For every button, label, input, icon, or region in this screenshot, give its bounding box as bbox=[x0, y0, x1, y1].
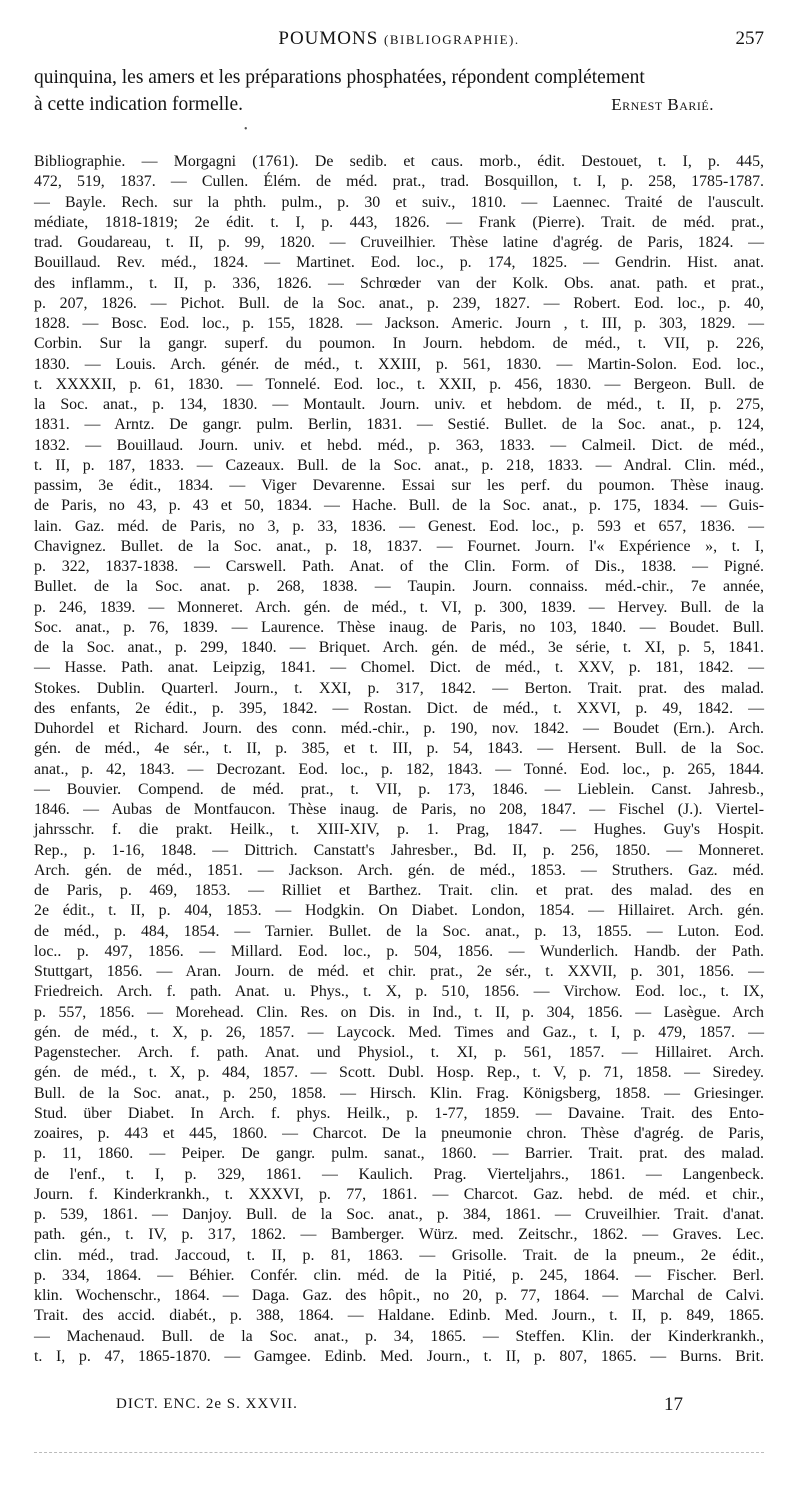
bibliography-line: — Bouvier. Compend. de méd. prat., t. VII, p. 173, 1846. — Lieblein. Canst. Jahresb., bbox=[34, 780, 764, 798]
bibliography-line: Arch. gén. de méd., 1851. — Jackson. Arch. gén. de méd., 1853. — Struthers. Gaz. méd. bbox=[34, 861, 764, 879]
bibliography-line: gén. de méd., t. X, p. 484, 1857. — Scott. Dubl. Hosp. Rep., t. V, p. 71, 1858. — Siredey. bbox=[34, 1064, 764, 1082]
bibliography-line: de l'enf., t. I, p. 329, 1861. — Kaulich. Prag. Vierteljahrs., 1861. — Langenbeck. bbox=[34, 1165, 764, 1183]
bibliography-line: — Machenaud. Bull. de la Soc. anat., p. 34, 1865. — Steffen. Klin. der Kinderkrankh., bbox=[34, 1327, 764, 1345]
bibliography-line: de la Soc. anat., p. 299, 1840. — Briquet. Arch. gén. de méd., 3e série, t. XI, p. 5, 1841. bbox=[34, 639, 764, 656]
bibliography-line: 1832. — Bouillaud. Journ. univ. et hebd. méd., p. 363, 1833. — Calmeil. Dict. de méd., bbox=[34, 436, 764, 454]
bibliography-line: p. 322, 1837-1838. — Carswell. Path. Anat. of the Clin. Form. of Dis., 1838. — Pigné. bbox=[34, 558, 764, 575]
page-header bbox=[34, 28, 764, 54]
bibliography-line: des inflamm., t. II, p. 336, 1826. — Schrœder van der Kolk. Obs. anat. path. et prat., bbox=[34, 274, 764, 292]
bibliography-line: Stud. über Diabet. In Arch. f. phys. Heilk., p. 1-77, 1859. — Davaine. Trait. des Ento- bbox=[34, 1104, 764, 1122]
bibliography-line: — Hasse. Path. anat. Leipzig, 1841. — Chomel. Dict. de méd., t. XXV, p. 181, 1842. — bbox=[34, 659, 764, 677]
separator-dot: • bbox=[244, 124, 248, 135]
bibliography-line: Stuttgart, 1856. — Aran. Journ. de méd. et chir. prat., 2e sér., t. XXVII, p. 301, 1856. — bbox=[34, 963, 764, 980]
bibliography-line: passim, 3e édit., 1834. — Viger Devarenne. Essai sur les perf. du poumon. Thèse inaug. bbox=[34, 477, 764, 494]
bibliography-line: médiate, 1818-1819; 2e édit. t. I, p. 443, 1826. — Frank (Pierre). Trait. de méd. prat., bbox=[34, 213, 764, 231]
bibliography-line: Friedreich. Arch. f. path. Anat. u. Phys., t. X, p. 510, 1856. — Virchow. Eod. loc., t. IX, bbox=[34, 983, 764, 1001]
bibliography-line: gén. de méd., 4e sér., t. II, p. 385, et t. III, p. 54, 1843. — Hersent. Bull. de la Soc. bbox=[34, 740, 764, 758]
bibliography-line: p. 11, 1860. — Peiper. De gangr. pulm. sanat., 1860. — Barrier. Trait. prat. des malad. bbox=[34, 1145, 764, 1163]
bibliography-line: t. II, p. 187, 1833. — Cazeaux. Bull. de la Soc. anat., p. 218, 1833. — Andral. Clin. méd., bbox=[34, 456, 764, 474]
bibliography-line: t. XXXXII, p. 61, 1830. — Tonnelé. Eod. loc., t. XXII, p. 456, 1830. — Bergeon. Bull. de bbox=[34, 375, 764, 393]
bibliography-line: trad. Goudareau, t. II, p. 99, 1820. — Cruveilhier. Thèse latine d'agrég. de Paris, 1824. — bbox=[34, 234, 764, 251]
bibliography-line: Trait. des accid. diabét., p. 388, 1864. — Haldane. Edinb. Med. Journ., t. II, p. 849, 1865. bbox=[34, 1307, 764, 1325]
intro-line-2: à cette indication formelle. bbox=[34, 94, 243, 115]
bibliography-line: Bibliographie. — Morgagni (1761). De sedib. et caus. morb., édit. Destouet, t. I, p. 445, bbox=[34, 153, 764, 170]
bibliography-line: p. 334, 1864. — Béhier. Confér. clin. méd. de la Pitié, p. 245, 1864. — Fischer. Berl. bbox=[34, 1266, 764, 1284]
bibliography-line: p. 207, 1826. — Pichot. Bull. de la Soc. anat., p. 239, 1827. — Robert. Eod. loc., p. 40, bbox=[34, 294, 764, 312]
signature-mark: DICT. ENC. 2e S. XXVII. bbox=[116, 1396, 298, 1412]
running-title bbox=[34, 28, 764, 50]
bibliography-line: zoaires, p. 443 et 445, 1860. — Charcot. De la pneumonie chron. Thèse d'agrég. de Paris, bbox=[34, 1125, 764, 1142]
bibliography-line: Soc. anat., p. 76, 1839. — Laurence. Thèse inaug. de Paris, no 103, 1840. — Boudet. Bull. bbox=[34, 618, 764, 636]
bibliography-line: Chavignez. Bullet. de la Soc. anat., p. 18, 1837. — Fournet. Journ. l'« Expérience », t. I, bbox=[34, 537, 764, 555]
bibliography-line: 1846. — Aubas de Montfaucon. Thèse inaug. de Paris, no 208, 1847. — Fischel (J.). Viertel- bbox=[34, 801, 764, 818]
sheet-number: 17 bbox=[664, 1394, 683, 1415]
bibliography-line: p. 557, 1856. — Morehead. Clin. Res. on Dis. in Ind., t. II, p. 304, 1856. — Lasègue. Arch bbox=[34, 1003, 764, 1021]
intro-line-1: quinquina, les amers et les préparations phosphatées, répondent complétement bbox=[34, 67, 645, 88]
bibliography-line: de Paris, no 43, p. 43 et 50, 1834. — Hache. Bull. de la Soc. anat., p. 175, 1834. — Guis- bbox=[34, 497, 764, 515]
bibliography-line: Bullet. de la Soc. anat. p. 268, 1838. — Taupin. Journ. connaiss. méd.-chir., 7e année, bbox=[34, 578, 764, 596]
bibliography-line: 1828. — Bosc. Eod. loc., p. 155, 1828. — Jackson. Americ. Journ , t. III, p. 303, 1829. — bbox=[34, 315, 764, 332]
intro-paragraph bbox=[34, 64, 764, 118]
bibliography-line: des enfants, 2e édit., p. 395, 1842. — Rostan. Dict. de méd., t. XXVI, p. 49, 1842. — bbox=[34, 699, 764, 717]
bibliography-line: p. 539, 1861. — Danjoy. Bull. de la Soc. anat., p. 384, 1861. — Cruveilhier. Trait. d'anat. bbox=[34, 1206, 764, 1223]
bibliography-line: path. gén., t. IV, p. 317, 1862. — Bamberger. Würz. med. Zeitschr., 1862. — Graves. Lec. bbox=[34, 1226, 764, 1244]
bottom-dashed-rule bbox=[34, 1452, 764, 1453]
bibliography-line: lain. Gaz. méd. de Paris, no 3, p. 33, 1836. — Genest. Eod. loc., p. 593 et 657, 1836. — bbox=[34, 517, 764, 535]
author-signature: Ernest Barié. bbox=[611, 95, 714, 114]
bibliography-line: anat., p. 42, 1843. — Decrozant. Eod. loc., p. 182, 1843. — Tonné. Eod. loc., p. 265, 1844. bbox=[34, 760, 764, 778]
bibliography-line: Pagenstecher. Arch. f. path. Anat. und Physiol., t. XI, p. 561, 1857. — Hillairet. Arch. bbox=[34, 1044, 764, 1061]
bibliography-line: Stokes. Dublin. Quarterl. Journ., t. XXI, p. 317, 1842. — Berton. Trait. prat. des malad. bbox=[34, 679, 764, 697]
bibliography-line: klin. Wochenschr., 1864. — Daga. Gaz. des hôpit., no 20, p. 77, 1864. — Marchal de Calvi. bbox=[34, 1287, 764, 1304]
bibliography-line: 1831. — Arntz. De gangr. pulm. Berlin, 1831. — Sestié. Bullet. de la Soc. anat., p. 124, bbox=[34, 416, 764, 434]
running-title-main: POUMONS bbox=[278, 28, 379, 49]
running-title-subtitle: (BIBLIOGRAPHIE). bbox=[384, 32, 520, 47]
bibliography-line: la Soc. anat., p. 134, 1830. — Montault. Journ. univ. et hebdom. de méd., t. II, p. 275, bbox=[34, 396, 764, 413]
bibliography-line: loc.. p. 497, 1856. — Millard. Eod. loc., p. 504, 1856. — Wunderlich. Handb. der Path. bbox=[34, 942, 764, 960]
bibliography-line: de Paris, p. 469, 1853. — Rilliet et Barthez. Trait. clin. et prat. des malad. des en bbox=[34, 882, 764, 899]
bibliography-line: 1830. — Louis. Arch. génér. de méd., t. XXIII, p. 561, 1830. — Martin-Solon. Eod. loc., bbox=[34, 355, 764, 373]
bibliography-line: Journ. f. Kinderkrankh., t. XXXVI, p. 77, 1861. — Charcot. Gaz. hebd. de méd. et chir., bbox=[34, 1185, 764, 1203]
bibliography-line: 472, 519, 1837. — Cullen. Élém. de méd. prat., trad. Bosquillon, t. I, p. 258, 1785-1787. bbox=[34, 173, 764, 191]
bibliography-line: p. 246, 1839. — Monneret. Arch. gén. de méd., t. VI, p. 300, 1839. — Hervey. Bull. de la bbox=[34, 598, 764, 616]
bibliography-line: de méd., p. 484, 1854. — Tarnier. Bullet. de la Soc. anat., p. 13, 1855. — Luton. Eod. bbox=[34, 922, 764, 940]
bibliography-line: — Bayle. Rech. sur la phth. pulm., p. 30 et suiv., 1810. — Laennec. Traité de l'auscult. bbox=[34, 193, 764, 211]
bibliography-line: t. I, p. 47, 1865-1870. — Gamgee. Edinb. Med. Journ., t. II, p. 807, 1865. — Burns. Brit. bbox=[34, 1347, 764, 1365]
bibliography-line: clin. méd., trad. Jaccoud, t. II, p. 81, 1863. — Grisolle. Trait. de la pneum., 2e édit., bbox=[34, 1246, 764, 1264]
page-number: 257 bbox=[735, 28, 764, 49]
bibliography-line: Bouillaud. Rev. méd., 1824. — Martinet. Eod. loc., p. 174, 1825. — Gendrin. Hist. anat. bbox=[34, 254, 764, 272]
bibliography-line: Bull. de la Soc. anat., p. 250, 1858. — Hirsch. Klin. Frag. Königsberg, 1858. — Griesinger. bbox=[34, 1084, 764, 1102]
bibliography-line: 2e édit., t. II, p. 404, 1853. — Hodgkin. On Diabet. London, 1854. — Hillairet. Arch. gén. bbox=[34, 902, 764, 920]
bibliography-section bbox=[34, 152, 764, 1367]
bibliography-line: Duhordel et Richard. Journ. des conn. méd.-chir., p. 190, nov. 1842. — Boudet (Ern.). Arch. bbox=[34, 720, 764, 737]
bibliography-line: Corbin. Sur la gangr. superf. du poumon. In Journ. hebdom. de méd., t. VII, p. 226, bbox=[34, 335, 764, 353]
bibliography-line: Rep., p. 1-16, 1848. — Dittrich. Canstatt's Jahresber., Bd. II, p. 256, 1850. — Monneret. bbox=[34, 841, 764, 859]
page-footer bbox=[34, 1396, 764, 1420]
bibliography-line: jahrsschr. f. die prakt. Heilk., t. XIII-XIV, p. 1. Prag, 1847. — Hughes. Guy's Hospit. bbox=[34, 821, 764, 839]
bibliography-line: gén. de méd., t. X, p. 26, 1857. — Laycock. Med. Times and Gaz., t. I, p. 479, 1857. — bbox=[34, 1023, 764, 1041]
